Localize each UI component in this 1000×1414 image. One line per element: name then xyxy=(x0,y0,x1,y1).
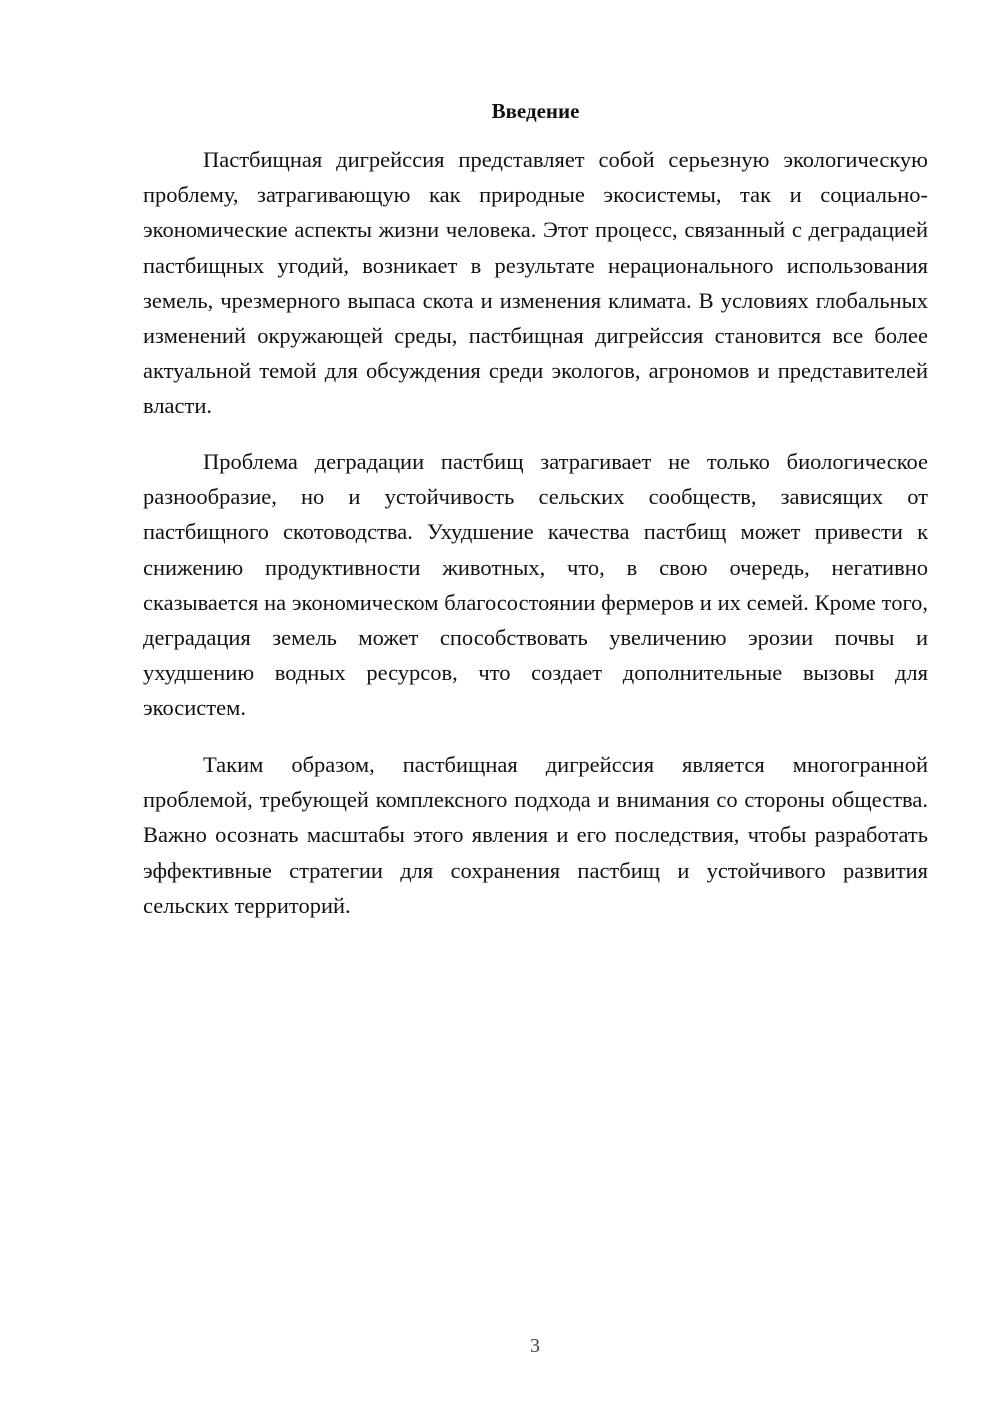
page-number: 3 xyxy=(530,1335,540,1357)
paragraph-3: Таким образом, пастбищная дигрейссия является многогранной проблемой, требующей комплексного подхода и внимания со стороны общества. Важно осознать масштабы этого явления и его последствия, чтобы разработать эффективные стратегии для сохранения пастбищ и устойчивого развития сельских территорий. xyxy=(143,752,928,918)
paragraph-1: Пастбищная дигрейссия представляет собой серьезную экологическую проблему, затрагивающую как природные экосистемы, так и социально-экономические аспекты жизни человека. Этот процесс, связанный с деградацией пастбищных угодий, возникает в результате нерационального использования земель, чрезмерного выпаса скота и изменения климата. В условиях глобальных изменений окружающей среды, пастбищная дигрейссия становится все более актуальной темой для обсуждения среди экологов, агрономов и представителей власти. xyxy=(143,147,928,419)
paragraph-2: Проблема деградации пастбищ затрагивает не только биологическое разнообразие, но и устойчивость сельских сообществ, зависящих от пастбищного скотоводства. Ухудшение качества пастбищ может привести к снижению продуктивности животных, что, в свою очередь, негативно сказывается на экономическом благосостоянии фермеров и их семей. Кроме того, деградация земель может способствовать увеличению эрозии почвы и ухудшению водных ресурсов, что создает дополнительные вызовы для экосистем. xyxy=(143,449,928,721)
section-title: Введение xyxy=(491,99,580,123)
